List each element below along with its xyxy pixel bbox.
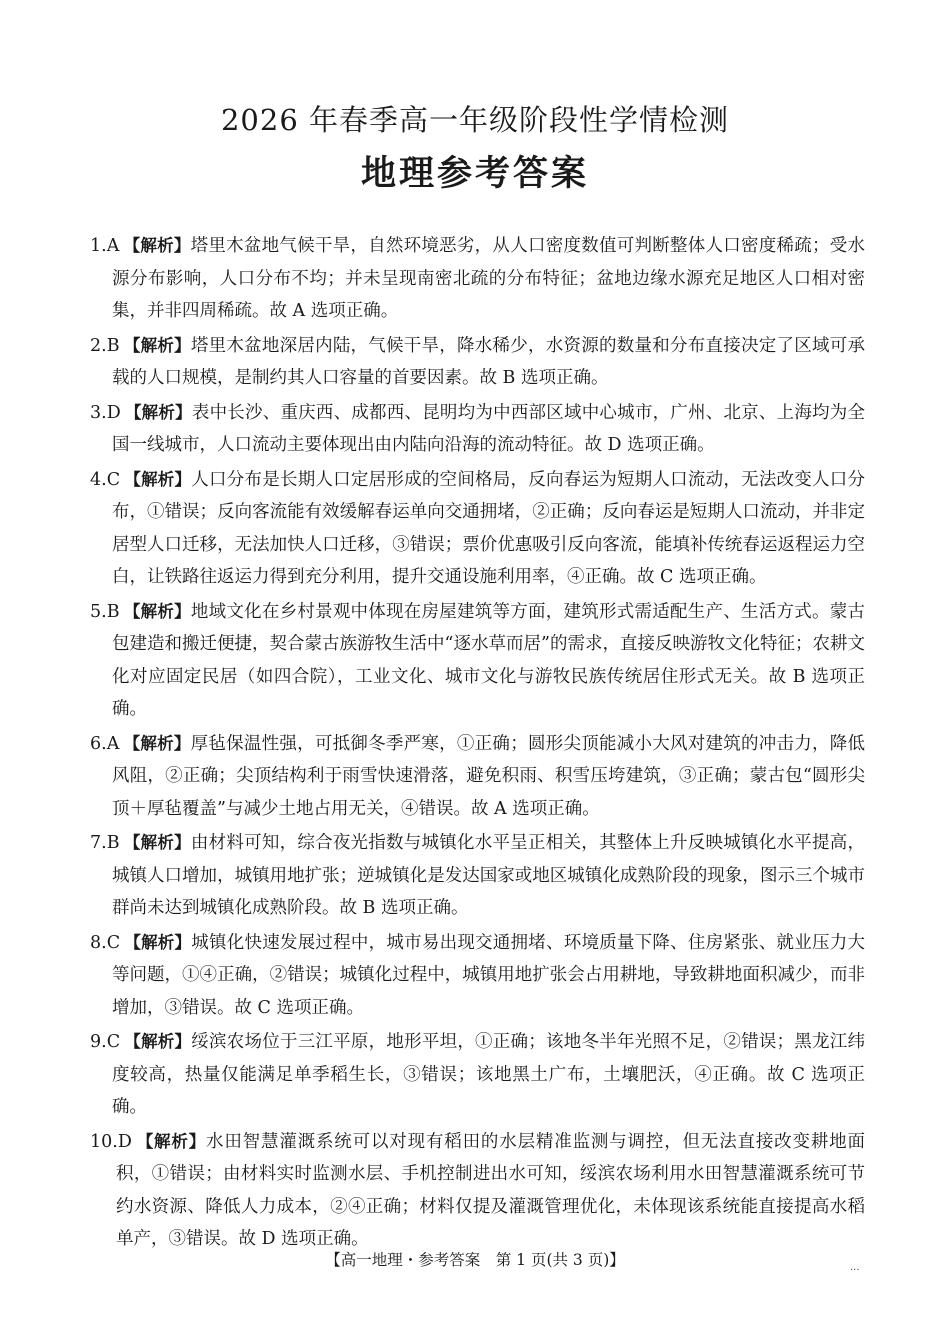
item-number: 4.: [90, 469, 107, 490]
item-number: 1.: [90, 236, 107, 256]
item-answer: B: [106, 335, 120, 356]
item-number: 10.: [90, 1131, 118, 1152]
item-answer: A: [106, 733, 120, 754]
item-number: 5.: [90, 601, 107, 622]
item-number: 2.: [90, 335, 107, 356]
answer-item-5: [90, 596, 865, 726]
answer-item-3: [90, 397, 865, 462]
item-answer: C: [106, 1032, 121, 1052]
item-number: 9.: [90, 1032, 107, 1052]
item-tag: 【解析】: [124, 469, 192, 489]
answer-item-6: [90, 728, 865, 826]
item-number: 6.: [90, 733, 107, 754]
item-text: 厚毡保温性强，可抵御冬季严寒，①正确；圆形尖顶能减小大风对建筑的冲击力，降低风阻，②正确；尖顶结构利于雨雪快速滑落，避免积雨、积雪压垮建筑，③正确；蒙古包“圆形尖顶＋厚毡覆盖”与减少土地占用无关，④错误。故 A 选项正确。: [112, 733, 866, 819]
page-title: 2026 年春季高一年级阶段性学情检测: [220, 103, 730, 137]
footer-mark: ...: [850, 1262, 860, 1273]
answer-item-8: [90, 927, 865, 1025]
item-tag: 【解析】: [123, 601, 191, 621]
page-subtitle: 地理参考答案: [360, 153, 589, 194]
item-text: 表中长沙、重庆西、成都西、昆明均为中西部区域中心城市，广州、北京、上海均为全国一线城市，人口流动主要体现出由内陆向沿海的流动特征。故 D 选项正确。: [112, 402, 866, 455]
item-text: 地域文化在乡村景观中体现在房屋建筑等方面，建筑形式需适配生产、生活方式。蒙古包建造和搬迁便捷，契合蒙古族游牧生活中“逐水草而居”的需求，直接反映游牧文化特征；农耕文化对应固定民居（如四合院），工业文化、城市文化与游牧民族传统居住形式无关。故 B 选项正确。: [112, 601, 866, 719]
item-tag: 【解析】: [123, 236, 191, 255]
item-text: 塔里木盆地气候干旱，自然环境恶劣，从人口密度数值可判断整体人口密度稀疏；受水源分布影响，人口分布不均；并未呈现南密北疏的分布特征；盆地边缘水源充足地区人口相对密集，并非四周稀疏。故 A 选项正确。: [112, 236, 866, 321]
item-tag: 【解析】: [135, 1131, 207, 1151]
item-tag: 【解析】: [124, 1032, 192, 1051]
item-text: 塔里木盆地深居内陆，气候干旱，降水稀少，水资源的数量和分布直接决定了区域可承载的人口规模，是制约其人口容量的首要因素。故 B 选项正确。: [112, 335, 866, 388]
item-tag: 【解析】: [123, 335, 191, 355]
item-tag: 【解析】: [124, 402, 192, 422]
item-answer: C: [106, 932, 121, 953]
item-tag: 【解析】: [123, 733, 191, 753]
item-number: 8.: [90, 932, 107, 953]
item-answer: B: [106, 833, 120, 853]
item-number: 3.: [90, 402, 107, 423]
answer-item-9: [90, 1026, 865, 1124]
item-number: 7.: [90, 833, 107, 853]
item-text: 人口分布是长期人口定居形成的空间格局，反向春运为短期人口流动，无法改变人口分布，①错误；反向客流能有效缓解春运单向交通拥堵，②正确；反向春运是短期人口流动，并非定居型人口迁移，无法加快人口迁移，③错误；票价优惠吸引反向客流，能填补传统春运返程运力空白，让铁路往返运力得到充分利用，提升交通设施利用率，④正确。故 C 选项正确。: [112, 469, 866, 587]
answer-item-1: [90, 230, 865, 328]
item-answer: C: [106, 469, 121, 490]
item-answer: D: [106, 402, 121, 423]
answer-item-10: [90, 1126, 865, 1256]
item-text: 水田智慧灌溉系统可以对现有稻田的水层精准监测与调控，但无法直接改变耕地面积，①错误；由材料实时监测水层、手机控制进出水可知，绥滨农场利用水田智慧灌溉系统可节约水资源、降低人力成本，②④正确；材料仅提及灌溉管理优化，未体现该系统能直接提高水稻单产，③错误。故 D 选项正确。: [116, 1131, 865, 1249]
answer-item-7: [90, 827, 865, 925]
page-footer: 【高一地理・参考答案 第 1 页(共 3 页)】: [325, 1251, 625, 1269]
item-answer: A: [106, 236, 120, 256]
item-text: 由材料可知，综合夜光指数与城镇化水平呈正相关，其整体上升反映城镇化水平提高，城镇人口增加，城镇用地扩张；逆城镇化是发达国家或地区城镇化成熟阶段的现象，图示三个城市群尚未达到城镇化成熟阶段。故 B 选项正确。: [112, 833, 866, 918]
answer-list: [90, 230, 865, 1258]
item-text: 绥滨农场位于三江平原，地形平坦，①正确；该地冬半年光照不足，②错误；黑龙江纬度较高，热量仅能满足单季稻生长，③错误；该地黑土广布，土壤肥沃，④正确。故 C 选项正确。: [112, 1032, 866, 1117]
item-answer: D: [117, 1131, 132, 1152]
item-tag: 【解析】: [123, 833, 191, 852]
answer-item-4: [90, 464, 865, 594]
item-text: 城镇化快速发展过程中，城市易出现交通拥堵、环境质量下降、住房紧张、就业压力大等问题，①④正确，②错误；城镇化过程中，城镇用地扩张会占用耕地，导致耕地面积减少，而非增加，③错误。故 C 选项正确。: [112, 932, 866, 1018]
answer-item-2: [90, 330, 865, 395]
item-answer: B: [106, 601, 120, 622]
item-tag: 【解析】: [124, 932, 192, 952]
